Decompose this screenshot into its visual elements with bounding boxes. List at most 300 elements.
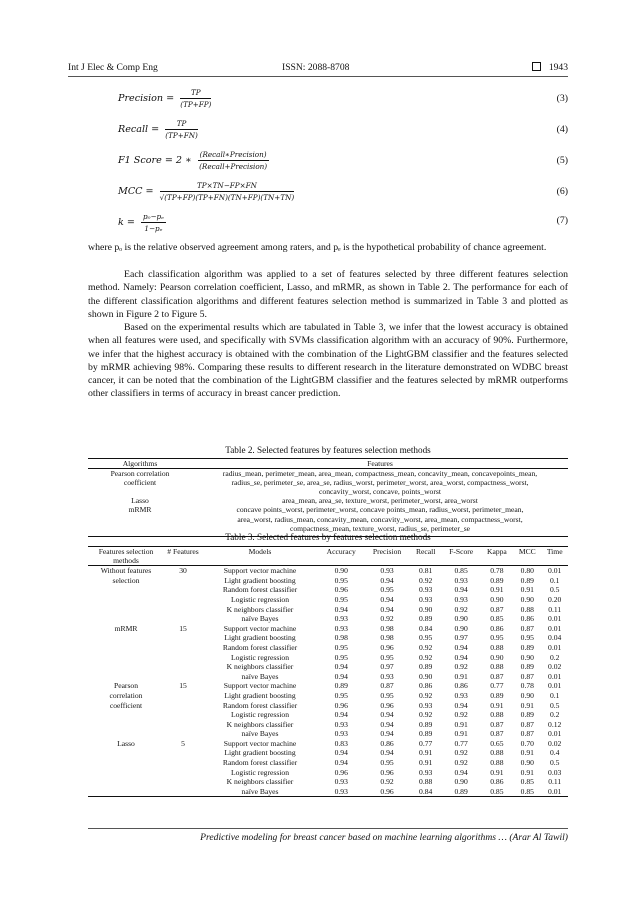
- metric-cell: 0.97: [454, 633, 468, 643]
- metric-cell: 0.93: [454, 594, 468, 604]
- metric-cell: 0.5: [549, 758, 560, 768]
- method-cell: [88, 633, 164, 643]
- table-row: [88, 566, 568, 576]
- metric-cell: 0.77: [454, 738, 468, 748]
- model-cell: Random forest classifier: [222, 758, 298, 768]
- method-cell: Pearson: [113, 681, 139, 691]
- method-cell: [88, 787, 164, 797]
- metric-cell: 0.92: [419, 642, 433, 652]
- feature-count-cell: [164, 758, 202, 768]
- metric-cell: 0.89: [419, 614, 433, 624]
- table-row: [88, 729, 568, 739]
- metric-cell: 0.02: [548, 662, 562, 672]
- metric-cell: 0.96: [380, 700, 394, 710]
- metric-cell: 0.80: [520, 566, 534, 576]
- table3-header: Kappa: [481, 547, 514, 566]
- metric-cell: 0.92: [419, 710, 433, 720]
- metric-cell: 0.94: [380, 594, 394, 604]
- table-row: [88, 768, 568, 778]
- metric-cell: 0.2: [549, 710, 560, 720]
- metric-cell: 0.1: [549, 690, 560, 700]
- metric-cell: 0.93: [454, 690, 468, 700]
- metric-cell: 0.94: [454, 585, 468, 595]
- table-row: [88, 633, 568, 643]
- metric-cell: 0.91: [419, 758, 433, 768]
- table-row: [88, 681, 568, 691]
- model-cell: Light gradient boosting: [224, 633, 296, 643]
- metric-cell: 0.94: [334, 604, 348, 614]
- model-cell: naïve Bayes: [241, 671, 279, 681]
- metric-cell: 0.96: [380, 642, 394, 652]
- metric-cell: 0.87: [490, 604, 504, 614]
- method-cell: [88, 605, 164, 615]
- metric-cell: 0.77: [490, 681, 504, 691]
- metric-cell: 0.92: [454, 662, 468, 672]
- metric-cell: 0.5: [549, 585, 560, 595]
- table-row: [88, 643, 568, 653]
- metric-cell: 0.93: [419, 767, 433, 777]
- equation-kappa: k = $\frac{\text{p₀−pₑ}}{\text{1−pₑ}}$: [118, 212, 164, 233]
- metric-cell: 0.96: [334, 767, 348, 777]
- model-cell: Logistic regression: [231, 710, 289, 720]
- running-header: [68, 62, 568, 76]
- metric-cell: 0.94: [380, 748, 394, 758]
- metric-cell: 0.89: [419, 662, 433, 672]
- feature-count-cell: [164, 701, 202, 711]
- metric-cell: 0.87: [380, 681, 394, 691]
- method-cell: coefficient: [109, 700, 143, 710]
- page-number: 1943: [548, 62, 568, 73]
- metric-cell: 0.81: [419, 566, 433, 576]
- metric-cell: 0.94: [334, 758, 348, 768]
- metric-cell: 0.11: [548, 777, 562, 787]
- metric-cell: 0.90: [454, 623, 468, 633]
- metric-cell: 0.93: [334, 729, 348, 739]
- feature-count-cell: [164, 595, 202, 605]
- metric-cell: 0.98: [380, 633, 394, 643]
- model-cell: K neighbors classifier: [226, 719, 294, 729]
- table-row: [88, 748, 568, 758]
- method-cell: mRMR: [114, 623, 138, 633]
- table-row: [88, 614, 568, 624]
- table2-caption: Table 2. Selected features by features selection methods: [225, 445, 431, 455]
- model-cell: Support vector machine: [223, 623, 297, 633]
- metric-cell: 0.94: [334, 710, 348, 720]
- table-row: Pearson correlation coefficient radius_mean, perimeter_mean, area_mean, compactness_mean, concavity_mean, concavepoints_mean, radius_se, perimeter_se, area_se, radius_worst, perimeter_worst, area_worst, compactness_worst, concavity_worst, concave, points_worst: [110, 469, 538, 497]
- metric-cell: 0.87: [520, 719, 534, 729]
- equation-number: (3): [556, 93, 568, 104]
- metric-cell: 0.91: [520, 767, 534, 777]
- metric-cell: 0.88: [419, 777, 433, 787]
- metric-cell: 0.2: [549, 652, 560, 662]
- metric-cell: 0.90: [419, 671, 433, 681]
- metric-cell: 0.90: [454, 777, 468, 787]
- metric-cell: 0.65: [490, 738, 504, 748]
- metric-cell: 0.95: [380, 690, 394, 700]
- method-cell: selection: [112, 575, 140, 585]
- metric-cell: 0.91: [520, 700, 534, 710]
- model-cell: naïve Bayes: [202, 787, 318, 797]
- running-footer: Predictive modeling for breast cancer based on machine learning algorithms … (Arar Al Tawil): [200, 832, 568, 843]
- metric-cell: 0.4: [549, 748, 560, 758]
- metric-cell: 0.93: [419, 594, 433, 604]
- metric-cell: 0.01: [548, 642, 562, 652]
- model-cell: Support vector machine: [223, 738, 297, 748]
- table3-body: [88, 566, 568, 797]
- metric-cell: 0.01: [548, 681, 562, 691]
- method-cell: [88, 777, 164, 787]
- method-cell: [88, 595, 164, 605]
- feature-count-cell: [164, 576, 202, 586]
- method-cell: [88, 643, 164, 653]
- metric-cell: 0.85: [490, 614, 504, 624]
- equation-number: (4): [556, 124, 568, 135]
- metric-cell: 0.89: [490, 575, 504, 585]
- metric-cell: 0.85: [481, 787, 514, 797]
- metric-cell: 0.91: [454, 719, 468, 729]
- metric-cell: 0.91: [490, 585, 504, 595]
- metric-cell: 0.95: [380, 652, 394, 662]
- table-row: [88, 777, 568, 787]
- metric-cell: 0.93: [380, 566, 394, 576]
- table-row: [88, 624, 568, 634]
- paragraph: Each classification algorithm was applied to a set of features selected by three different features selection method. Namely: Pearson correlation coefficient, Lasso, and mRMR, as shown in Table 2. The performance for each of the different classification algorithms and different features selection method is summarized in Table 3 and plotted as shown in Figure 2 to Figure 5.: [88, 269, 568, 320]
- table-row: mRMR concave points_worst, perimeter_worst, concave points_mean, radius_worst, perimeter_mean, area_worst, radius_mean, concavity_mean, concavity_worst, area_mean, compactness_worst, compactness_mean, texture_worst, radius_se, perimeter_se: [88, 505, 568, 536]
- metric-cell: 0.89: [334, 681, 348, 691]
- metric-cell: 0.03: [548, 767, 562, 777]
- metric-cell: 0.93: [334, 614, 348, 624]
- table3-header: Precision: [364, 547, 409, 566]
- metric-cell: 0.02: [548, 738, 562, 748]
- table3-header: MCC: [513, 547, 541, 566]
- feature-count-cell: [164, 787, 202, 797]
- metric-cell: 0.86: [380, 738, 394, 748]
- metric-cell: 0.01: [548, 729, 562, 739]
- metric-cell: 0.89: [520, 710, 534, 720]
- model-cell: Support vector machine: [223, 681, 297, 691]
- metric-cell: 0.95: [380, 585, 394, 595]
- table-row: Lasso area_mean, area_se, texture_worst, perimeter_worst, area_worst: [131, 496, 478, 506]
- metric-cell: 0.85: [454, 566, 468, 576]
- table-row: [88, 787, 568, 797]
- metric-cell: 0.95: [520, 633, 534, 643]
- model-cell: Random forest classifier: [222, 700, 298, 710]
- method-cell: [88, 614, 164, 624]
- method-cell: correlation: [109, 690, 143, 700]
- table-row: [88, 758, 568, 768]
- metric-cell: 0.92: [419, 652, 433, 662]
- metric-cell: 0.89: [520, 662, 534, 672]
- metric-cell: 0.85: [520, 777, 534, 787]
- table3-caption: Table 3. Selected features by features selection methods: [225, 532, 431, 542]
- metric-cell: 0.95: [334, 690, 348, 700]
- metric-cell: 0.86: [490, 623, 504, 633]
- method-cell: [88, 585, 164, 595]
- metric-cell: 0.87: [490, 671, 504, 681]
- metric-cell: 0.92: [380, 614, 394, 624]
- metric-cell: 0.93: [318, 787, 364, 797]
- method-cell: [88, 768, 164, 778]
- table-row: [88, 662, 568, 672]
- metric-cell: 0.87: [490, 729, 504, 739]
- table3-header: Models: [202, 547, 318, 566]
- metric-cell: 0.92: [419, 690, 433, 700]
- metric-cell: 0.87: [520, 623, 534, 633]
- table3-header: # Features: [164, 547, 202, 566]
- equation-number: (6): [556, 186, 568, 197]
- table-row: [88, 576, 568, 586]
- model-cell: Light gradient boosting: [224, 575, 296, 585]
- metric-cell: 0.92: [454, 748, 468, 758]
- metric-cell: 0.94: [454, 642, 468, 652]
- metric-cell: 0.91: [520, 585, 534, 595]
- metric-cell: 0.94: [380, 719, 394, 729]
- metric-cell: 0.91: [520, 748, 534, 758]
- feature-count-cell: [164, 777, 202, 787]
- metric-cell: 0.04: [548, 633, 562, 643]
- metric-cell: 0.92: [454, 758, 468, 768]
- metric-cell: 0.93: [334, 777, 348, 787]
- table2-header: Algorithms: [88, 459, 192, 469]
- metric-cell: 0.20: [548, 594, 562, 604]
- metric-cell: 0.88: [520, 604, 534, 614]
- table2: [88, 458, 568, 537]
- metric-cell: 0.86: [490, 777, 504, 787]
- metric-cell: 0.84: [410, 787, 442, 797]
- metric-cell: 0.90: [520, 652, 534, 662]
- metric-cell: 0.92: [454, 604, 468, 614]
- method-cell: [88, 748, 164, 758]
- feature-count-cell: [164, 672, 202, 682]
- metric-cell: 0.93: [419, 700, 433, 710]
- equation-mcc: MCC = $\frac{TP\times TN-FP\times FN}{√(TP+FP)(TP+FN)(TN+FP)(TN+TN)}$: [118, 181, 295, 202]
- metric-cell: 0.90: [520, 594, 534, 604]
- table3-header: Time: [541, 547, 568, 566]
- footer-rule: [88, 828, 568, 829]
- metric-cell: 0.92: [419, 575, 433, 585]
- metric-cell: 0.95: [334, 575, 348, 585]
- metric-cell: 0.89: [520, 642, 534, 652]
- metric-cell: 0.83: [334, 738, 348, 748]
- feature-count-cell: 15: [179, 623, 187, 633]
- model-cell: K neighbors classifier: [226, 662, 294, 672]
- table3-header: F-Score: [442, 547, 481, 566]
- metric-cell: 0.1: [549, 575, 560, 585]
- metric-cell: 0.96: [334, 700, 348, 710]
- table-row: [88, 710, 568, 720]
- metric-cell: 0.95: [334, 642, 348, 652]
- metric-cell: 0.78: [490, 566, 504, 576]
- method-cell: [88, 672, 164, 682]
- table-row: [88, 653, 568, 663]
- metric-cell: 0.87: [520, 729, 534, 739]
- model-cell: K neighbors classifier: [226, 777, 294, 787]
- metric-cell: 0.94: [380, 604, 394, 614]
- metric-cell: 0.94: [380, 710, 394, 720]
- model-cell: Random forest classifier: [222, 642, 298, 652]
- model-cell: naïve Bayes: [241, 729, 279, 739]
- metric-cell: 0.01: [548, 614, 562, 624]
- metric-cell: 0.90: [490, 594, 504, 604]
- paragraph: where pₒ is the relative observed agreement among raters, and pₑ is the hypothetical probability of chance agreement.: [88, 242, 547, 253]
- metric-cell: 0.92: [454, 710, 468, 720]
- table2-header: Features: [192, 459, 568, 469]
- metric-cell: 0.89: [419, 729, 433, 739]
- feature-count-cell: [164, 768, 202, 778]
- metric-cell: 0.90: [419, 604, 433, 614]
- metric-cell: 0.5: [549, 700, 560, 710]
- header-rule: [68, 76, 568, 77]
- metric-cell: 0.94: [334, 662, 348, 672]
- metric-cell: 0.91: [490, 700, 504, 710]
- issn: ISSN: 2088-8708: [282, 62, 350, 73]
- square-icon: [532, 62, 541, 71]
- metric-cell: 0.93: [419, 585, 433, 595]
- table-row: [88, 672, 568, 682]
- metric-cell: 0.88: [490, 710, 504, 720]
- method-cell: Without features: [100, 566, 152, 576]
- table-row: [88, 595, 568, 605]
- model-cell: K neighbors classifier: [226, 604, 294, 614]
- metric-cell: 0.95: [334, 652, 348, 662]
- metric-cell: 0.93: [334, 719, 348, 729]
- metric-cell: 0.78: [520, 681, 534, 691]
- table-row: [88, 739, 568, 749]
- metric-cell: 0.91: [490, 767, 504, 777]
- metric-cell: 0.94: [334, 748, 348, 758]
- metric-cell: 0.84: [419, 623, 433, 633]
- metric-cell: 0.96: [380, 767, 394, 777]
- metric-cell: 0.89: [490, 690, 504, 700]
- metric-cell: 0.91: [454, 671, 468, 681]
- method-cell: [88, 720, 164, 730]
- method-cell: [88, 662, 164, 672]
- metric-cell: 0.85: [513, 787, 541, 797]
- metric-cell: 0.95: [490, 633, 504, 643]
- model-cell: Logistic regression: [231, 652, 289, 662]
- metric-cell: 0.90: [454, 614, 468, 624]
- feature-count-cell: [164, 605, 202, 615]
- metric-cell: 0.01: [548, 671, 562, 681]
- table3-header: Features selection methods: [88, 547, 164, 566]
- metric-cell: 0.93: [380, 671, 394, 681]
- table-row: [88, 605, 568, 615]
- metric-cell: 0.91: [419, 748, 433, 758]
- feature-count-cell: 15: [179, 681, 187, 691]
- metric-cell: 0.94: [380, 729, 394, 739]
- metric-cell: 0.01: [548, 623, 562, 633]
- feature-count-cell: [164, 748, 202, 758]
- model-cell: Random forest classifier: [222, 585, 298, 595]
- method-cell: [88, 729, 164, 739]
- table3-header: Accuracy: [318, 547, 364, 566]
- metric-cell: 0.94: [454, 652, 468, 662]
- metric-cell: 0.70: [520, 738, 534, 748]
- table3: [88, 546, 568, 797]
- metric-cell: 0.88: [490, 662, 504, 672]
- method-cell: Lasso: [117, 738, 135, 748]
- feature-count-cell: 5: [181, 738, 185, 748]
- equation-recall: Recall = $\frac{TP}{(TP+FN)}$: [118, 119, 198, 140]
- metric-cell: 0.96: [334, 585, 348, 595]
- model-cell: Logistic regression: [231, 594, 289, 604]
- equation-number: (5): [556, 155, 568, 166]
- feature-count-cell: 30: [179, 566, 187, 576]
- metric-cell: 0.98: [380, 623, 394, 633]
- feature-count-cell: [164, 662, 202, 672]
- metric-cell: 0.89: [520, 575, 534, 585]
- journal-name: Int J Elec & Comp Eng: [68, 62, 158, 73]
- metric-cell: 0.86: [454, 681, 468, 691]
- feature-count-cell: [164, 614, 202, 624]
- metric-cell: 0.86: [520, 614, 534, 624]
- metric-cell: 0.88: [490, 642, 504, 652]
- metric-cell: 0.96: [364, 787, 409, 797]
- feature-count-cell: [164, 720, 202, 730]
- feature-count-cell: [164, 653, 202, 663]
- metric-cell: 0.88: [490, 758, 504, 768]
- model-cell: Light gradient boosting: [224, 690, 296, 700]
- method-cell: [88, 653, 164, 663]
- metric-cell: 0.11: [548, 604, 562, 614]
- feature-count-cell: [164, 633, 202, 643]
- metric-cell: 0.94: [380, 575, 394, 585]
- metric-cell: 0.90: [520, 758, 534, 768]
- feature-count-cell: [164, 585, 202, 595]
- equation-precision: Precision = $\frac{TP}{(TP+FP)}$: [118, 88, 212, 109]
- metric-cell: 0.98: [334, 633, 348, 643]
- feature-count-cell: [164, 643, 202, 653]
- metric-cell: 0.01: [541, 787, 568, 797]
- metric-cell: 0.87: [490, 719, 504, 729]
- metric-cell: 0.93: [334, 623, 348, 633]
- metric-cell: 0.12: [548, 719, 562, 729]
- feature-count-cell: [164, 729, 202, 739]
- metric-cell: 0.90: [334, 566, 348, 576]
- metric-cell: 0.87: [520, 671, 534, 681]
- table-row: [88, 691, 568, 701]
- paragraph: Based on the experimental results which are tabulated in Table 3, we infer that the lowest accuracy is obtained when all features were used, and specifically with SVMs classification algorithm with an accuracy of 90%. Furthermore, we infer that the highest accuracy is obtained with the combination of the LightGBM classifier and the features selected by mRMR achieving 98%. Comparing these results to different research in the literature demonstrated on WDBC breast cancer, it can be noted that the combination of the LightGBM classifier and the features selected by mRMR outperforms other classifiers in terms of accuracy in breast cancer prediction.: [88, 322, 568, 400]
- method-cell: [88, 758, 164, 768]
- equation-f1: F1 Score = 2 ∗ $\frac{\text{(Recall∗Precision)}}{\text{(Recall+Precision)}}$: [118, 150, 268, 171]
- metric-cell: 0.97: [380, 662, 394, 672]
- model-cell: Support vector machine: [223, 566, 297, 576]
- metric-cell: 0.93: [454, 575, 468, 585]
- metric-cell: 0.91: [454, 729, 468, 739]
- metric-cell: 0.90: [520, 690, 534, 700]
- feature-count-cell: [164, 691, 202, 701]
- metric-cell: 0.90: [490, 652, 504, 662]
- table-row: [88, 701, 568, 711]
- metric-cell: 0.86: [419, 681, 433, 691]
- metric-cell: 0.01: [548, 566, 562, 576]
- metric-cell: 0.94: [454, 767, 468, 777]
- metric-cell: 0.95: [419, 633, 433, 643]
- model-cell: Logistic regression: [231, 767, 289, 777]
- method-cell: [88, 710, 164, 720]
- table-row: [88, 720, 568, 730]
- table3-header: Recall: [410, 547, 442, 566]
- page-number-wrap: [532, 62, 568, 73]
- metric-cell: 0.94: [334, 671, 348, 681]
- model-cell: naïve Bayes: [241, 614, 279, 624]
- metric-cell: 0.88: [490, 748, 504, 758]
- metric-cell: 0.77: [419, 738, 433, 748]
- metric-cell: 0.94: [454, 700, 468, 710]
- metric-cell: 0.92: [380, 777, 394, 787]
- table-row: [88, 585, 568, 595]
- equation-number: (7): [556, 215, 568, 226]
